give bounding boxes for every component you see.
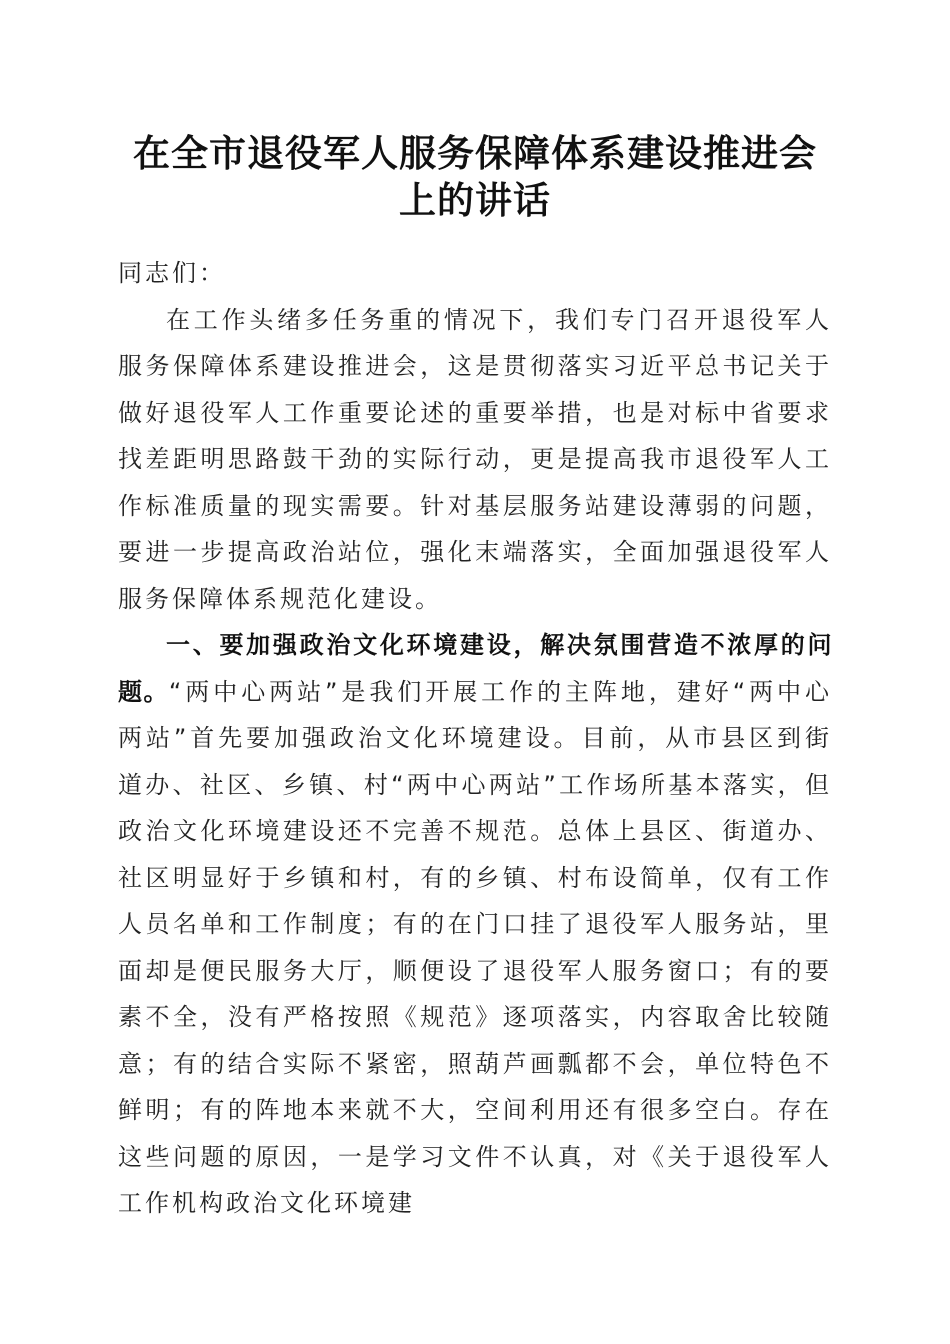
document-title: 在全市退役军人服务保障体系建设推进会上的讲话 (133, 131, 817, 222)
section-one-body: “两中心两站”是我们开展工作的主阵地，建好“两中心两站”首先要加强政治文化环境建设。目前，从市县区到街道办、社区、乡镇、村“两中心两站”工作场所基本落实，但政治文化环境建设还不完善不规范。总体上县区、街道办、社区明显好于乡镇和村，有的乡镇、村布设简单，仅有工作人员名单和工作制度；有的在门口挂了退役军人服务站，里面却是便民服务大厅，顺便设了退役军人服务窗口；有的要素不全，没有严格按照《规范》逐项落实，内容取舍比较随意；有的结合实际不紧密，照葫芦画瓢都不会，单位特色不鲜明；有的阵地本来就不大，空间利用还有很多空白。存在这些问题的原因，一是学习文件不认真，对《关于退役军人工作机构政治文化环境建 (118, 677, 832, 1217)
intro-paragraph: 在工作头绪多任务重的情况下，我们专门召开退役军人服务保障体系建设推进会，这是贯彻落实习近平总书记关于做好退役军人工作重要论述的重要举措，也是对标中省要求找差距明思路鼓干劲的实际行动，更是提高我市退役军人工作标准质量的现实需要。针对基层服务站建设薄弱的问题，要进一步提高政治站位，强化末端落实，全面加强退役军人服务保障体系规范化建设。 (118, 305, 832, 613)
section-one-heading: 一、要加强政治文化环境建设，解决氛围营造不浓厚的问题。 (118, 631, 832, 706)
salutation: 同志们： (118, 259, 226, 287)
document-page (118, 130, 832, 1227)
section-one-paragraph (118, 622, 832, 1227)
